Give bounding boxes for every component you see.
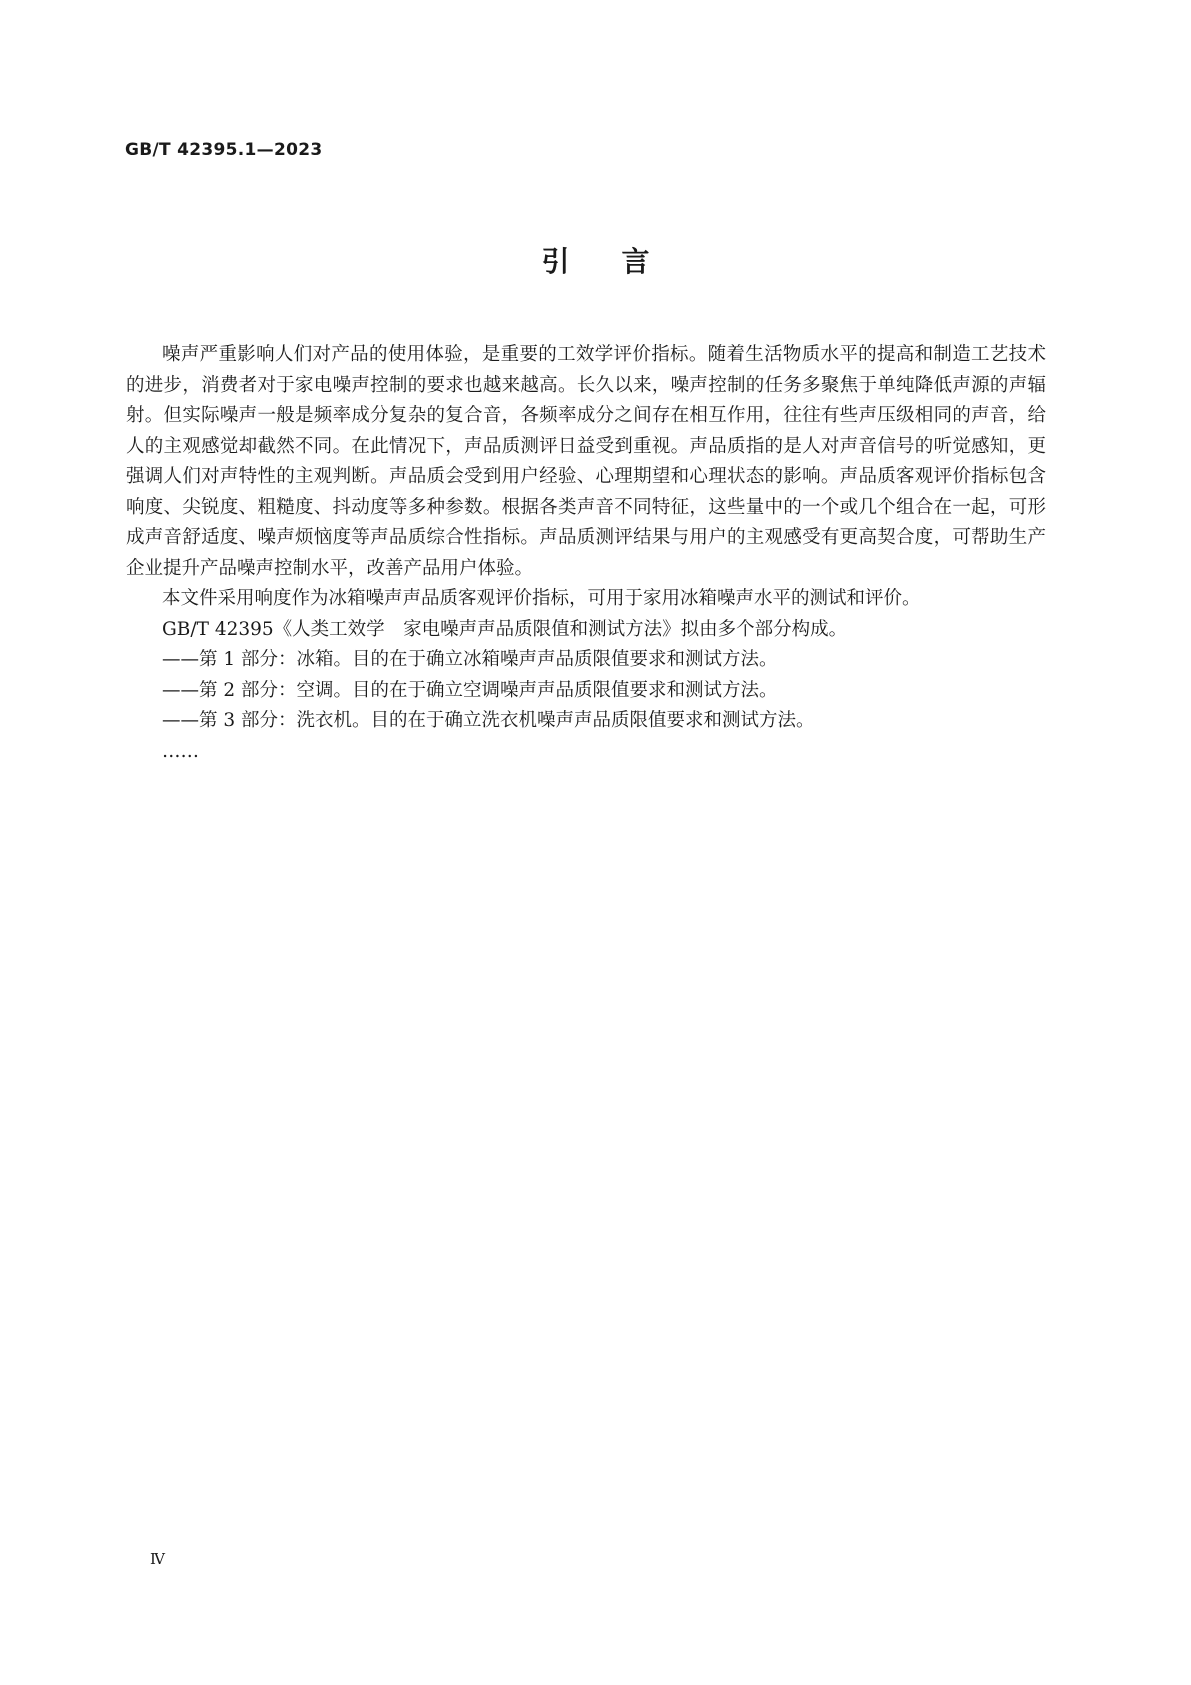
part-list-item: ——第 1 部分：冰箱。目的在于确立冰箱噪声声品质限值要求和测试方法。 [162,649,778,670]
page-title-char-2: 言 [621,245,650,278]
page-title [0,242,1191,282]
standard-number: GB/T 42395.1—2023 [125,140,323,160]
part-list-item: ——第 3 部分：洗衣机。目的在于确立洗衣机噪声声品质限值要求和测试方法。 [162,710,815,731]
introduction-body [126,340,1046,767]
page-title-char-1: 引 [541,245,570,278]
intro-paragraph: 噪声严重影响人们对产品的使用体验，是重要的工效学评价指标。随着生活物质水平的提高和制造工艺技术的进步，消费者对于家电噪声控制的要求也越来越高。长久以来，噪声控制的任务多聚焦于单纯降低声源的声辐射。但实际噪声一般是频率成分复杂的复合音，各频率成分之间存在相互作用，往往有些声压级相同的声音，给人的主观感觉却截然不同。在此情况下，声品质测评日益受到重视。声品质指的是人对声音信号的听觉感知，更强调人们对声特性的主观判断。声品质会受到用户经验、心理期望和心理状态的影响。声品质客观评价指标包含响度、尖锐度、粗糙度、抖动度等多种参数。根据各类声音不同特征，这些量中的一个或几个组合在一起，可形成声音舒适度、噪声烦恼度等声品质综合性指标。声品质测评结果与用户的主观感受有更高契合度，可帮助生产企业提升产品噪声控制水平，改善产品用户体验。 [126,344,1046,579]
intro-paragraph: 本文件采用响度作为冰箱噪声声品质客观评价指标，可用于家用冰箱噪声水平的测试和评价。 [162,588,921,609]
page-number: Ⅳ [150,1550,165,1568]
intro-paragraph: GB/T 42395《人类工效学 家电噪声声品质限值和测试方法》拟由多个部分构成。 [162,618,848,640]
list-ellipsis: …… [162,740,199,762]
part-list-item: ——第 2 部分：空调。目的在于确立空调噪声声品质限值要求和测试方法。 [162,679,778,701]
